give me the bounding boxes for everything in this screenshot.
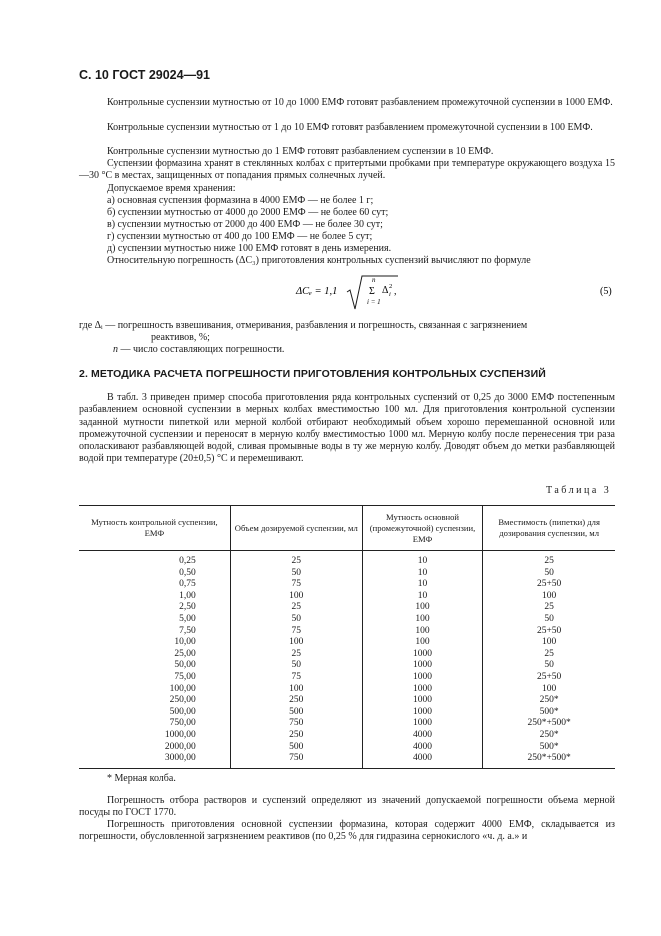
table-cell: 100 [230,684,362,696]
table-cell: 750,00 [169,718,196,729]
table-row [79,649,615,661]
table-cell: 500* [483,742,615,754]
table-cell: 25,00 [174,648,196,659]
table-cell: 100 [362,602,482,614]
table-cell: 25 [230,649,362,661]
where-line: реактивов, %; [151,332,210,343]
table-3 [79,505,615,769]
table-cell: 100 [230,591,362,603]
table-cell: 0,75 [179,579,196,590]
table-cell: 250 [230,695,362,707]
paragraph: Погрешность отбора растворов и суспензий определяют из значений допускаемой погрешности объема мерной посуды по ГОСТ 1770. [79,795,615,819]
table-row [79,753,615,768]
table-cell: 25+50 [483,579,615,591]
formula-intro: Относительную погрешность (ΔC₃) приготовления контрольных суспензий вычисляют по формуле [107,255,531,266]
table-cell: 4000 [362,753,482,768]
table-cell: 10,00 [174,637,196,648]
table-cell: 75 [230,626,362,638]
table-cell: 0,25 [179,556,196,566]
list-item: а) основная суспензия формазина в 4000 ЕМФ — не более 1 г; [107,195,374,206]
table-row [79,568,615,580]
table-cell: 100 [362,614,482,626]
paragraph: Контрольные суспензии мутностью от 1 до 10 ЕМФ готовят разбавлением промежуточной суспензии в 100 ЕМФ. [107,122,593,133]
table-cell: 75 [230,672,362,684]
table-cell: 750 [230,718,362,730]
table-cell: 100 [230,637,362,649]
table-cell: 10 [362,579,482,591]
table-cell: 100 [483,637,615,649]
table-cell: 0,50 [179,567,196,578]
table-row [79,672,615,684]
table-row [79,591,615,603]
list-item: г) суспензии мутностью от 400 до 100 ЕМФ — не более 5 сут; [107,231,373,242]
column-header: Объем дозируемой суспензии, мл [230,506,362,551]
paragraph: Допускаемое время хранения: [107,183,236,194]
table-cell: 5,00 [179,613,196,624]
table-cell: 250* [483,695,615,707]
table-cell: 100 [483,684,615,696]
table-row [79,707,615,719]
section-title: 2. МЕТОДИКА РАСЧЕТА ПОГРЕШНОСТИ ПРИГОТОВЛЕНИЯ КОНТРОЛЬНЫХ СУСПЕНЗИЙ [79,368,546,380]
table-cell: 75,00 [174,671,196,682]
column-header: Мутность контрольной суспензии, ЕМФ [79,506,230,551]
delta-sup: 2 [389,283,393,290]
table-cell: 750 [230,753,362,768]
table-cell: 10 [362,568,482,580]
paragraph: Контрольные суспензии мутностью от 10 до 1000 ЕМФ готовят разбавлением промежуточной суспензии в 1000 ЕМФ. [107,97,613,108]
table-row [79,684,615,696]
table-cell: 250,00 [169,695,196,706]
table-row [79,718,615,730]
table-cell: 7,50 [179,625,196,636]
list-item: в) суспензии мутностью от 2000 до 400 ЕМФ — не более 30 сут; [107,219,383,230]
formula-number: (5) [600,286,612,297]
table-cell: 100 [483,591,615,603]
table-cell: 3000,00 [79,753,230,768]
table-row [79,730,615,742]
table-cell: 1000 [362,718,482,730]
table-cell: 50 [230,660,362,672]
paragraph: Суспензии формазина хранят в стеклянных колбах с притертыми пробками при температуре окружающего воздуха 15—30 °С в местах, защищенных от попадания прямых солнечных лучей. [79,158,615,182]
delta-term: Δ [382,285,389,296]
table-row [79,602,615,614]
table-row [79,626,615,638]
table-cell: 500 [230,707,362,719]
table-cell: 1000,00 [164,729,196,740]
sum-upper: n [372,276,376,284]
table-row [79,742,615,754]
where-text: — число составляющих погрешности. [118,344,285,355]
paragraph: Погрешность приготовления основной суспензии формазина, которая содержит 4000 ЕМФ, складывается из погрешности, обусловленной загрязнением реактивов (по 0,25 % для гидразина сернокислого «ч. д. а.» и [79,819,615,843]
table-cell: 25+50 [483,672,615,684]
table-cell: 2000,00 [164,741,196,752]
where-line [113,344,284,356]
table-cell: 250*+500* [483,718,615,730]
table-cell: 10 [362,551,482,568]
table-row [79,660,615,672]
table-cell: 50 [483,614,615,626]
sum-lower: i = 1 [367,298,381,306]
table-cell: 1000 [362,672,482,684]
formula-lhs: ΔCₑ = 1,1 [296,286,338,297]
table-cell: 50 [483,660,615,672]
table-cell: 250* [483,730,615,742]
table-cell: 25+50 [483,626,615,638]
table-row [79,551,615,568]
table-cell: 50 [230,614,362,626]
table-row [79,637,615,649]
list-item: б) суспензии мутностью от 4000 до 2000 ЕМФ — не более 60 сут; [107,207,389,218]
delta-sub: i [389,291,391,298]
table-cell: 100,00 [169,683,196,694]
table-cell: 2,50 [179,602,196,613]
table-footnote: * Мерная колба. [107,773,176,784]
table-cell: 50 [230,568,362,580]
table-cell: 500,00 [169,706,196,717]
sum-symbol: Σ [369,286,375,297]
table-cell: 100 [362,626,482,638]
table-cell: 75 [230,579,362,591]
var-n: n [113,344,118,355]
table-cell: 250 [230,730,362,742]
section-paragraph: В табл. 3 приведен пример способа приготовления ряда контрольных суспензий от 0,25 до 3000 ЕМФ постепенным разбавлением основной суспензии в мерных колбах вместимостью 100 мл. Для приготовления контрольной суспензии заданной мутности пипеткой или мерной колбой отбирают необходимый объем хорошо перемешанной основной или промежуточной суспензии и переносят в мерную колбу вместимостью 1000 мл. Мерную колбу после перенесения три раза ополаскивают разбавляющей водой, сливая промывные воды в ту же мерную колбу. Доводят объем до метки разбавляющей водой при температуре (20±0,5) °С и перемешивают. [79,392,615,465]
table-row [79,614,615,626]
table-row [79,579,615,591]
table-cell: 1000 [362,695,482,707]
table-cell: 1000 [362,649,482,661]
table-cell: 4000 [362,742,482,754]
table-cell: 50,00 [174,660,196,671]
paragraph: Контрольные суспензии мутностью до 1 ЕМФ готовят разбавлением суспензии в 10 ЕМФ. [107,146,494,157]
table-cell: 500 [230,742,362,754]
list-item: д) суспензии мутностью ниже 100 ЕМФ готовят в день измерения. [107,243,392,254]
formula-5 [0,274,661,322]
column-header: Мутность основной (промежуточной) суспензии, ЕМФ [362,506,482,551]
page-header: С. 10 ГОСТ 29024—91 [79,68,210,82]
table-cell: 1000 [362,707,482,719]
where-line: где Δᵢ — погрешность взвешивания, отмеривания, разбавления и погрешность, связанная с загрязнением [79,320,528,331]
table-row [79,695,615,707]
table-cell: 1,00 [179,590,196,601]
table-cell: 25 [230,551,362,568]
table-cell: 25 [483,649,615,661]
table-caption: Таблица 3 [546,485,612,496]
table-cell: 4000 [362,730,482,742]
formula-comma: , [394,286,397,297]
table-cell: 25 [483,602,615,614]
table-cell: 50 [483,568,615,580]
table-cell: 100 [362,637,482,649]
table-cell: 500* [483,707,615,719]
table-cell: 10 [362,591,482,603]
table-cell: 25 [483,551,615,568]
table-cell: 250*+500* [483,753,615,768]
table-cell: 1000 [362,684,482,696]
table-cell: 1000 [362,660,482,672]
column-header: Вместимость (пипетки) для дозирования суспензии, мл [483,506,615,551]
table-cell: 25 [230,602,362,614]
